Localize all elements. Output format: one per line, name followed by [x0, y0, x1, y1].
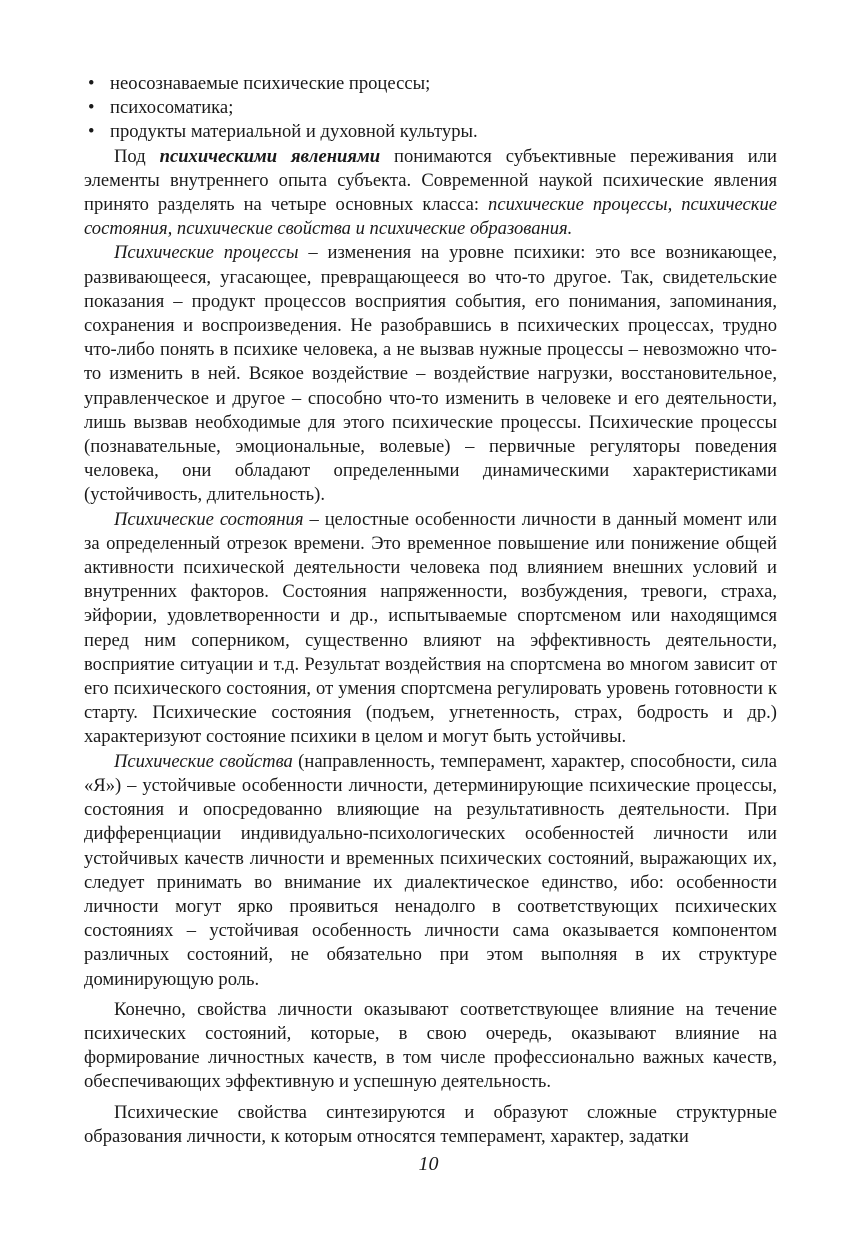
- term-psychic-phenomena: психическими явлениями: [159, 145, 381, 167]
- bullet-item: • неосознаваемые психические процессы;: [84, 72, 777, 96]
- p2-text: – изменения на уровне психики: это все возникающее, развивающееся, угасающее, превращающееся во что-то другое. Так, свидетельские показания – продукт процессов восприятия события, его понимания, запоминания, сохранения и воспроизведения. Не разобравшись в психических процессах, трудно что-либо понять в психике человека, а не вызвав нужные процессы – невозможно что-то изменить в ней. Всякое воздействие – воздействие нагрузки, восстановительное, управленческое и другое – способно что-то изменить в человеке и его деятельности, лишь вызвав необходимые для этого психические процессы. Психические процессы (познавательные, эмоциональные, волевые) – первичные регуляторы поведения человека, они обладают определенными динамическими характеристиками (устойчивость, длительность).: [84, 242, 778, 506]
- p1-classes: психические процессы, психические состояния, психические свойства и психические образования.: [84, 194, 777, 240]
- paragraph-influence: Конечно, свойства личности оказывают соответствующее влияние на течение психических состояний, которые, в свою очередь, оказывают влияние на формирование личностных качеств, в том числе профессионально важных качеств, обеспечивающих эффективную и успешную деятельность.: [84, 998, 777, 1093]
- paragraph-psychic-states: [84, 508, 777, 750]
- term-psychic-properties: Психические свойства: [114, 750, 293, 772]
- p3-text: – целостные особенности личности в данный момент или за определенный отрезок времени. Это временное повышение или понижение общей активности психической деятельности человека под влиянием внешних условий и внутренних факторов. Состояния напряженности, возбуждения, тревоги, страха, эйфории, удовлетворенности и др., испытываемые спортсменом или находящимся перед ним соперником, существенно влияют на эффективность деятельности, восприятие ситуации и т.д. Результат воздействия на спортсмена во многом зависит от его психического состояния, от умения спортсмена регулировать уровень готовности к старту. Психические состояния (подъем, угнетенность, страх, бодрость и др.) характеризуют состояние психики в целом и могут быть устойчивы.: [84, 508, 777, 748]
- paragraph-synthesis: Психические свойства синтезируются и образуют сложные структурные образования личности, к которым относятся темперамент, характер, задатки: [84, 1101, 777, 1147]
- paragraph-psychic-processes: [84, 241, 777, 507]
- paragraph-psychic-phenomena: [84, 145, 777, 242]
- p1-before: Под: [114, 145, 160, 167]
- term-psychic-processes: Психические процессы: [114, 242, 299, 264]
- paragraph-psychic-properties: [84, 750, 777, 992]
- page-body: [84, 72, 777, 1149]
- p4-text: (направленность, темперамент, характер, способности, сила «Я») – устойчивые особенности личности, детерминирующие психические процессы, состояния и опосредованно влияющие на результативность деятельности. При дифференциации индивидуально-психологических особенностей личности или устойчивых качеств личности и временных психических состояний, выражающих их, следует принимать во внимание их диалектическое единство, ибо: особенности личности могут ярко проявиться ненадолго в соответствующих психических состояниях – устойчивая особенность личности сама оказывается компонентом различных состояний, не обязательно при этом выполняя в их структуре доминирующую роль.: [84, 750, 777, 990]
- bullet-item: • психосоматика;: [84, 96, 777, 120]
- term-psychic-states: Психические состояния: [114, 508, 304, 530]
- bullet-item: • продукты материальной и духовной культуры.: [84, 120, 777, 144]
- bullet-list: [84, 72, 777, 145]
- p1-after: понимаются субъективные переживания или элементы внутреннего опыта субъекта. Современной наукой психические явления принято разделять на четыре основных класса:: [84, 145, 777, 216]
- page-number: 10: [418, 1153, 439, 1175]
